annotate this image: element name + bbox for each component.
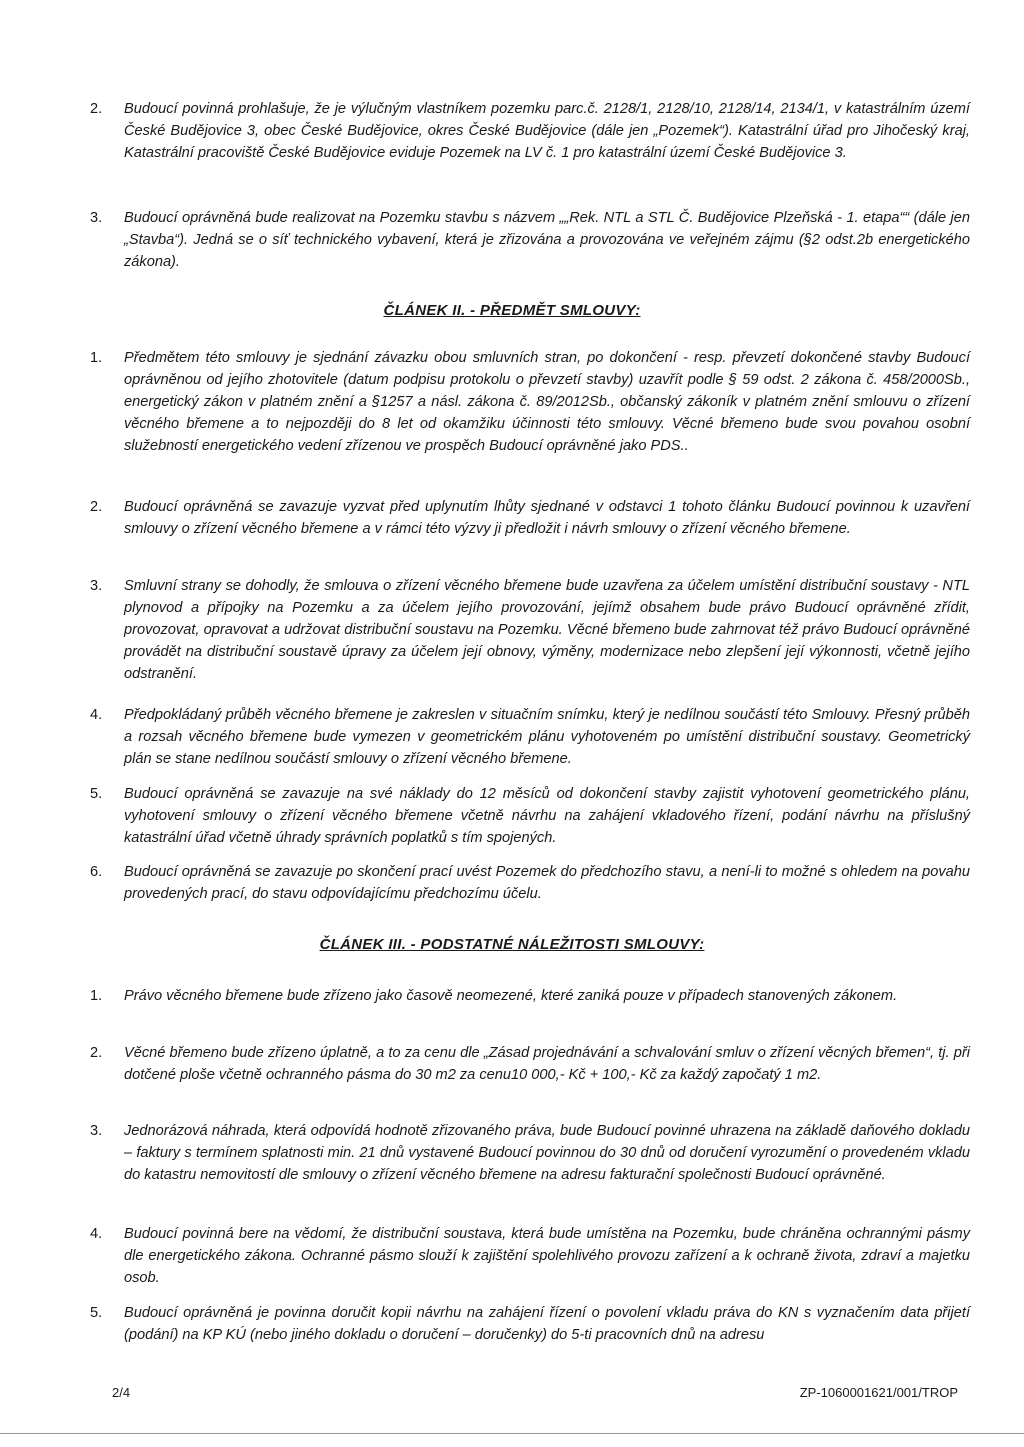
- item-number: 1.: [90, 350, 103, 366]
- article-3-item-5: [90, 1302, 970, 1346]
- item-text: Předmětem této smlouvy je sjednání závazku obou smluvních stran, po dokončení - resp. převzetí dokončené stavby Budoucí oprávněnou od jejího zhotovitele (datum podpisu protokolu o převzetí stavby) uzavřít podle § 59 odst. 2 zákona č. 458/2000Sb., energetický zákon v platném znění a §1257 a násl. zákona č. 89/2012Sb., občanský zákoník v platném znění smlouvu o zřízení věcného břemene a to nejpozději do 8 let od okamžiku účinnosti této smlouvy. Věcné břemeno bude svou povahou osobní služebností energetického vedení zřízenou ve prospěch Budoucí oprávněné jako PDS..: [124, 350, 970, 454]
- item-text: Budoucí oprávněná se zavazuje po skončení prací uvést Pozemek do předchozího stavu, a není-li to možné s ohledem na povahu provedených prací, do stavu odpovídajícímu předchozímu účelu.: [124, 864, 970, 902]
- intro-item-3: [90, 207, 970, 273]
- item-number: 3.: [90, 1123, 103, 1139]
- item-text: Právo věcného břemene bude zřízeno jako časově neomezené, které zaniká pouze v případech stanovených zákonem.: [124, 988, 898, 1004]
- page-footer: [112, 1385, 958, 1400]
- article-3-item-1: [90, 985, 970, 1007]
- item-number: 5.: [90, 786, 103, 802]
- item-text: Budoucí oprávněná bude realizovat na Pozemku stavbu s názvem „„Rek. NTL a STL Č. Budějovice Plzeňská - 1. etapa““ (dále jen „Stavba“). Jedná se o síť technického vybavení, která je zřizována a provozována ve veřejném zájmu (§2 odst.2b energetického zákona).: [124, 210, 970, 270]
- page-number: 2/4: [112, 1385, 131, 1400]
- article-2-item-4: [90, 704, 970, 770]
- item-number: 1.: [90, 988, 103, 1004]
- item-text: Budoucí oprávněná se zavazuje na své náklady do 12 měsíců od dokončení stavby zajistit vyhotovení geometrického plánu, vyhotovení smlouvy o zřízení věcného břemene včetně návrhu na zahájení vkladového řízení, podání návrhu na příslušný katastrální úřad včetně úhrady správních poplatků s tím spojených.: [124, 786, 970, 846]
- article-2-item-6: [90, 861, 970, 905]
- item-number: 4.: [90, 707, 103, 723]
- item-text: Předpokládaný průběh věcného břemene je zakreslen v situačním snímku, který je nedílnou součástí této Smlouvy. Přesný průběh a rozsah věcného břemene bude vymezen v geometrickém plánu vyhotoveném po umístění distribuční soustavy. Geometrický plán se stane nedílnou součástí smlouvy o zřízení věcného břemene.: [124, 707, 970, 767]
- item-text: Jednorázová náhrada, která odpovídá hodnotě zřizovaného práva, bude Budoucí povinné uhrazena na základě daňového dokladu – faktury s termínem splatnosti min. 21 dnů vystavené Budoucí povinnou do 30 dnů od doručení vyrozumění o provedeném vkladu do katastru nemovitostí dle smlouvy o zřízení věcného břemene na adresu fakturační společnosti Budoucí oprávněné.: [124, 1123, 970, 1183]
- article-3-item-2: [90, 1042, 970, 1086]
- page-top-margin: [0, 0, 1024, 60]
- item-number: 3.: [90, 578, 103, 594]
- article-2-item-1: [90, 347, 970, 457]
- article-3-item-4: [90, 1223, 970, 1289]
- intro-item-2: [90, 98, 970, 164]
- item-number: 3.: [90, 210, 103, 226]
- item-text: Smluvní strany se dohodly, že smlouva o zřízení věcného břemene bude uzavřena za účelem umístění distribuční soustavy - NTL plynovod a přípojky na Pozemku a za účelem jejího provozování, jejímž obsahem bude právo Budoucí oprávněné zřídit, provozovat, opravovat a udržovat distribuční soustavu na Pozemku. Věcné břemeno bude zahrnovat též právo Budoucí oprávněné provádět na distribuční soustavě úpravy za účelem její obnovy, výměny, modernizace nebo zlepšení její výkonnosti, včetně jejího odstranění.: [124, 578, 970, 682]
- item-text: Budoucí povinná bere na vědomí, že distribuční soustava, která bude umístěna na Pozemku, bude chráněna ochrannými pásmy dle energetického zákona. Ochranné pásmo slouží k zajištění spolehlivého provozu zařízení a k ochraně života, zdraví a majetku osob.: [124, 1226, 970, 1286]
- article-2-item-3: [90, 575, 970, 685]
- item-number: 2.: [90, 1045, 103, 1061]
- article-3-heading: ČLÁNEK III. - PODSTATNÉ NÁLEŽITOSTI SMLOUVY:: [319, 936, 705, 953]
- item-text: Budoucí oprávněná je povinna doručit kopii návrhu na zahájení řízení o povolení vkladu práva do KN s vyznačením data přijetí (podání) na KP KÚ (nebo jiného dokladu o doručení – doručenky) do 5-ti pracovních dnů na adresu: [124, 1305, 970, 1343]
- item-number: 5.: [90, 1305, 103, 1321]
- article-3-item-3: [90, 1120, 970, 1186]
- item-text: Budoucí povinná prohlašuje, že je výlučným vlastníkem pozemku parc.č. 2128/1, 2128/10, 2128/14, 2134/1, v katastrálním území České Budějovice 3, obec České Budějovice, okres České Budějovice (dále jen „Pozemek“). Katastrální úřad pro Jihočeský kraj, Katastrální pracoviště České Budějovice eviduje Pozemek na LV č. 1 pro katastrální území České Budějovice 3.: [124, 101, 970, 161]
- item-number: 4.: [90, 1226, 103, 1242]
- article-2-item-5: [90, 783, 970, 849]
- item-number: 6.: [90, 864, 103, 880]
- item-number: 2.: [90, 499, 103, 515]
- item-number: 2.: [90, 101, 103, 117]
- item-text: Věcné břemeno bude zřízeno úplatně, a to za cenu dle „Zásad projednávání a schvalování smluv o zřízení věcných břemen“, tj. při dotčené ploše včetně ochranného pásma do 30 m2 za cenu10 000,- Kč + 100,- Kč za každý započatý 1 m2.: [124, 1045, 970, 1083]
- item-text: Budoucí oprávněná se zavazuje vyzvat před uplynutím lhůty sjednané v odstavci 1 tohoto článku Budoucí povinnou k uzavření smlouvy o zřízení věcného břemene a v rámci této výzvy ji předložit i návrh smlouvy o zřízení věcného břemene.: [124, 499, 970, 537]
- document-id: ZP-1060001621/001/TROP: [799, 1385, 958, 1400]
- bottom-rule: [0, 1433, 1024, 1434]
- article-2-heading: ČLÁNEK II. - PŘEDMĚT SMLOUVY:: [383, 302, 641, 319]
- article-2-item-2: [90, 496, 970, 540]
